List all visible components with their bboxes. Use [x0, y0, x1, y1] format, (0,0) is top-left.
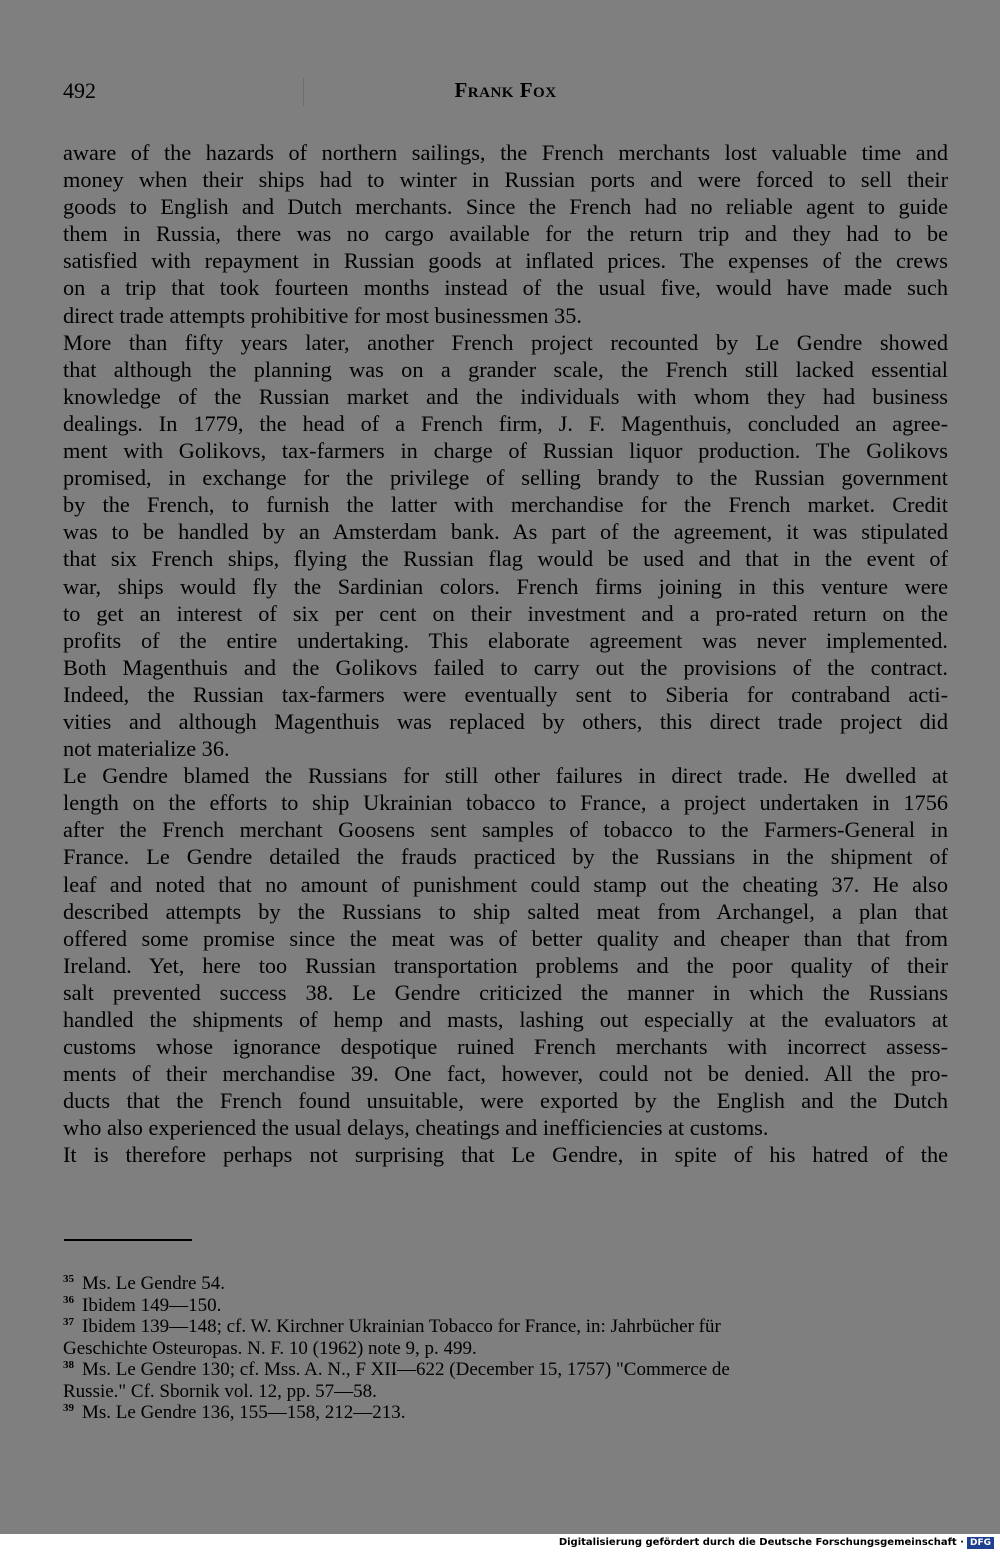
body-text: [63, 139, 948, 1169]
footnote-mark: 37: [63, 1315, 74, 1328]
text-line: direct trade attempts prohibitive for most businessmen 35.: [63, 302, 582, 328]
text-line: was to be handled by an Amsterdam bank. As part of the agreement, it was stipulated: [63, 519, 948, 545]
footnote-mark: 36: [63, 1294, 74, 1307]
text-line: aware of the hazards of northern sailings, the French merchants lost valuable time and: [63, 140, 948, 165]
text-line: ment with Golikovs, tax-farmers in charge of Russian liquor production. The Golikovs: [63, 438, 948, 464]
footnote: [63, 1338, 948, 1360]
text-line: to get an interest of six per cent on their investment and a pro-rated return on the: [63, 600, 948, 626]
text-line: knowledge of the Russian market and the individuals with whom they had business: [63, 383, 948, 409]
text-line: length on the efforts to ship Ukrainian tobacco to France, a project undertaken in 1756: [63, 790, 948, 816]
footnote-mark: 39: [63, 1401, 74, 1414]
footnote-separator: [64, 1239, 192, 1241]
text-line: Ireland. Yet, here too Russian transportation problems and the poor quality of their: [63, 952, 948, 978]
footnote-text: Geschichte Osteuropas. N. F. 10 (1962) note 9, p. 499.: [63, 1337, 477, 1359]
text-line: offered some promise since the meat was of better quality and cheaper than that from: [63, 925, 948, 951]
text-line: who also experienced the usual delays, cheatings and inefficiencies at customs.: [63, 1115, 769, 1141]
running-head-author: Frank Fox: [454, 78, 557, 102]
text-line: dealings. In 1779, the head of a French firm, J. F. Magenthuis, concluded an agree-: [63, 410, 948, 436]
footnote-text: Ms. Le Gendre 54.: [82, 1273, 225, 1294]
footnote-text: Ibidem 149—150.: [82, 1294, 222, 1316]
footnote: [63, 1295, 948, 1317]
text-line: ments of their merchandise 39. One fact, however, could not be denied. All the pro-: [63, 1061, 948, 1087]
text-line: ducts that the French found unsuitable, were exported by the English and the Dutch: [63, 1088, 948, 1114]
text-line: France. Le Gendre detailed the frauds practiced by the Russians in the shipment of: [63, 844, 948, 870]
text-line: handled the shipments of hemp and masts, lashing out especially at the evaluators at: [63, 1007, 948, 1032]
footnote-mark: 38: [63, 1358, 74, 1371]
footnote: [63, 1381, 948, 1403]
footnote: [63, 1316, 948, 1338]
running-header: [63, 78, 948, 110]
credit-text: Digitalisierung gefördert durch die Deutsche Forschungsgemeinschaft ·: [558, 1537, 964, 1548]
footnote-text: Ms. Le Gendre 130; cf. Mss. A. N., F XII—622 (December 15, 1757) "Commerce de: [82, 1359, 730, 1380]
footnote-text: Russie." Cf. Sbornik vol. 12, pp. 57—58.: [63, 1380, 377, 1402]
text-line: profits of the entire undertaking. This elaborate agreement was never implemented.: [63, 627, 948, 653]
text-line: money when their ships had to winter in Russian ports and were forced to sell their: [63, 167, 948, 193]
text-line: them in Russia, there was no cargo available for the return trip and they had to be: [63, 221, 948, 247]
text-line: war, ships would fly the Sardinian colors. French firms joining in this venture were: [63, 573, 948, 599]
text-line: Le Gendre blamed the Russians for still other failures in direct trade. He dwelled at: [63, 763, 948, 789]
text-line: not materialize 36.: [63, 736, 230, 762]
text-line: It is therefore perhaps not surprising that Le Gendre, in spite of his hatred of the: [63, 1142, 948, 1168]
footnote-mark: 35: [63, 1272, 74, 1285]
text-line: that although the planning was on a grander scale, the French still lacked essential: [63, 356, 948, 382]
footnote: [63, 1359, 948, 1381]
text-line: after the French merchant Goosens sent samples of tobacco to the Farmers-General in: [63, 817, 948, 843]
text-line: Both Magenthuis and the Golikovs failed to carry out the provisions of the contract.: [63, 654, 948, 680]
footnote-text: Ibidem 139—148; cf. W. Kirchner Ukrainian Tobacco for France, in: Jahrbücher für: [82, 1316, 721, 1337]
footnote-text: Ms. Le Gendre 136, 155—158, 212—213.: [82, 1402, 406, 1423]
text-line: Indeed, the Russian tax-farmers were eventually sent to Siberia for contraband acti-: [63, 681, 948, 707]
text-line: customs whose ignorance despotique ruined French merchants with incorrect assess-: [63, 1034, 948, 1060]
text-line: vities and although Magenthuis was replaced by others, this direct trade project did: [63, 708, 948, 734]
text-line: leaf and noted that no amount of punishment could stamp out the cheating 37. He also: [63, 871, 948, 897]
footnote: [63, 1402, 948, 1424]
digitization-credit: [559, 1537, 994, 1553]
text-line: described attempts by the Russians to ship salted meat from Archangel, a plan that: [63, 898, 948, 924]
text-line: by the French, to furnish the latter with merchandise for the French market. Credit: [63, 492, 948, 518]
text-line: satisfied with repayment in Russian goods at inflated prices. The expenses of the crews: [63, 248, 948, 274]
page-number: 492: [63, 78, 96, 103]
text-line: More than fifty years later, another French project recounted by Le Gendre showed: [63, 329, 948, 355]
text-line: that six French ships, flying the Russian flag would be used and that in the event of: [63, 546, 948, 572]
dfg-logo: DFG: [967, 1537, 994, 1549]
text-line: on a trip that took fourteen months instead of the usual five, would have made such: [63, 275, 948, 301]
footnotes: [63, 1273, 948, 1424]
footnote: [63, 1273, 948, 1295]
text-line: goods to English and Dutch merchants. Since the French had no reliable agent to guide: [63, 194, 948, 220]
text-line: salt prevented success 38. Le Gendre criticized the manner in which the Russians: [63, 979, 948, 1005]
text-line: promised, in exchange for the privilege of selling brandy to the Russian government: [63, 465, 948, 491]
